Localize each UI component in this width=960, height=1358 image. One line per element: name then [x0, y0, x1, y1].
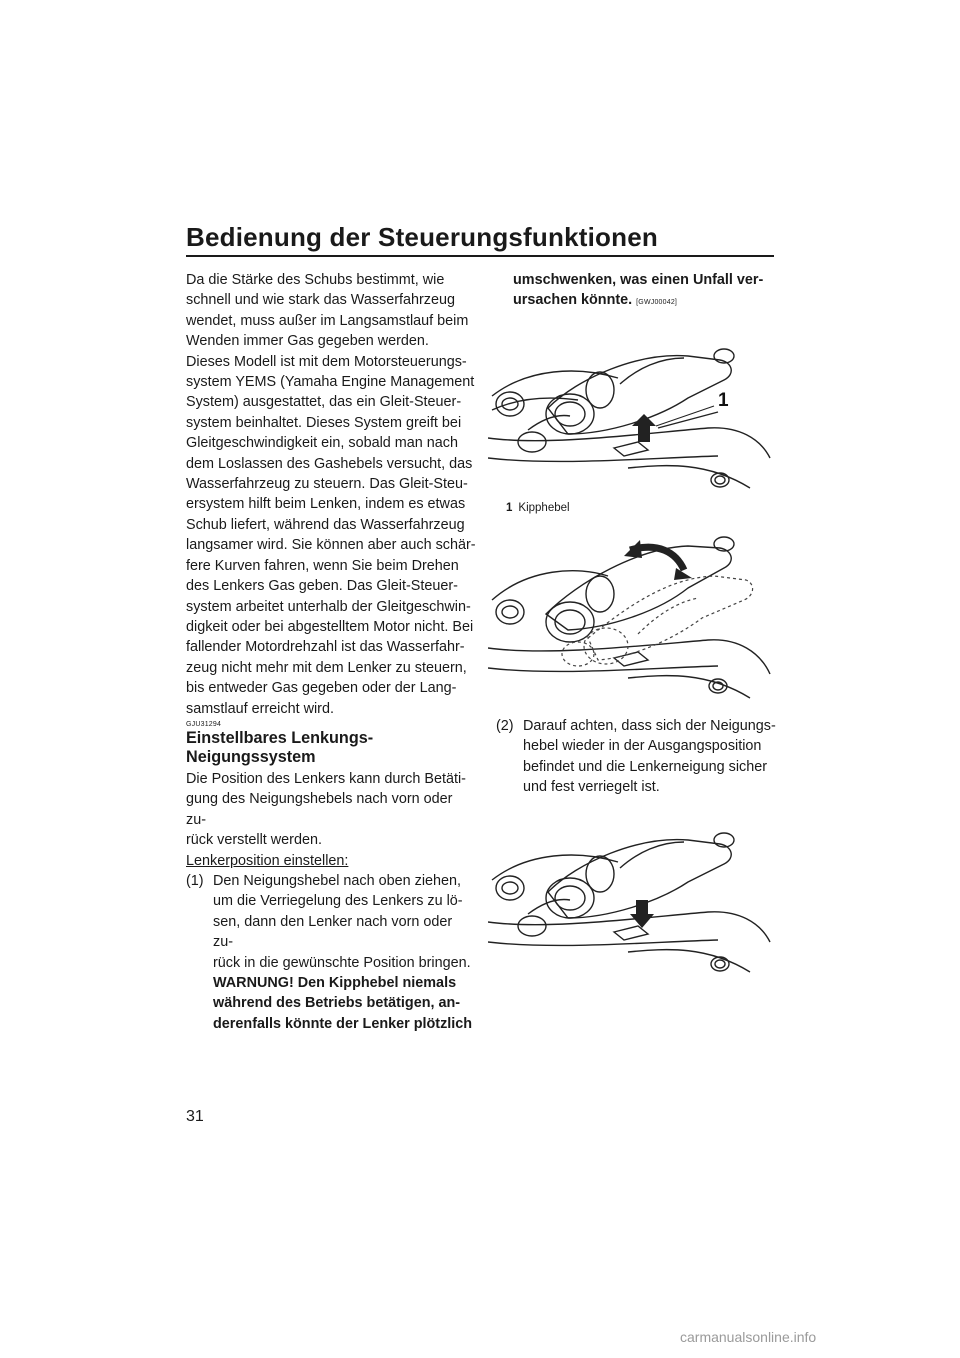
- caption-number: 1: [506, 502, 513, 514]
- page-number: 31: [186, 1108, 204, 1125]
- text-line: fere Kurven fahren, wenn Sie beim Drehen: [186, 557, 459, 574]
- warning-line: umschwenken, was einen Unfall ver-: [513, 272, 764, 288]
- warning-line: während des Betriebs betätigen, an-: [213, 995, 461, 1012]
- intro-paragraph: [186, 270, 476, 719]
- text-line: schnell und wie stark das Wasserfahrzeug: [186, 292, 456, 309]
- text-line: system YEMS (Yamaha Engine Management: [186, 374, 475, 391]
- step-text-line: hebel wieder in der Ausgangsposition: [523, 738, 762, 755]
- figure-callout-number: 1: [718, 390, 729, 411]
- warning-code: [GWJ00042]: [636, 299, 678, 307]
- text-line: Die Position des Lenkers kann durch Betäti-: [186, 770, 466, 787]
- step-text-line: und fest verriegelt ist.: [523, 779, 660, 796]
- text-line: ersystem hilft beim Lenken, indem es etwas: [186, 496, 466, 513]
- page-title: Bedienung der Steuerungsfunktionen: [186, 222, 658, 252]
- warning-line: WARNUNG! Den Kipphebel niemals: [213, 975, 457, 991]
- step-text-line: Darauf achten, dass sich der Neigungs-: [523, 718, 776, 734]
- step-text-line: befindet und die Lenkerneigung sicher: [523, 758, 768, 775]
- section-code: GJU31294: [186, 720, 222, 728]
- text-line: bis entweder Gas gegeben oder der Lang-: [186, 680, 457, 697]
- caption-text: Kipphebel: [518, 502, 570, 514]
- figure-caption: [506, 502, 570, 514]
- title-divider: [186, 255, 774, 257]
- text-line: system beinhaltet. Dieses System greift bei: [186, 414, 462, 431]
- step-number: (1): [186, 872, 204, 889]
- text-line: gung des Neigungshebels nach vorn oder zu-: [186, 791, 453, 828]
- text-line: rück verstellt werden.: [186, 832, 322, 849]
- step-1: [186, 871, 476, 1034]
- watermark: carmanualsonline.info: [680, 1329, 817, 1345]
- warning-text: ursachen könnte.: [513, 292, 633, 309]
- left-column: [186, 270, 476, 1034]
- text-line: des Lenkers Gas geben. Das Gleit-Steuer-: [186, 578, 458, 595]
- text-line: Wenden immer Gas gegeben werden.: [186, 333, 429, 350]
- warning-line: [513, 290, 778, 313]
- text-line: system arbeitet unterhalb der Gleitgeschwin-: [186, 598, 471, 615]
- text-line: fallender Motordrehzahl ist das Wasserfahr-: [186, 639, 465, 656]
- step-text-line: sen, dann den Lenker nach vorn oder zu-: [213, 913, 453, 951]
- text-line: zeug nicht mehr mit dem Lenker zu steuern,: [186, 659, 467, 676]
- figure-tilt-lever-up: [488, 338, 772, 500]
- step-number: (2): [496, 718, 514, 734]
- section-heading-line: Neigungssystem: [186, 747, 316, 766]
- text-line: Da die Stärke des Schubs bestimmt, wie: [186, 272, 445, 288]
- section-heading: [186, 729, 476, 767]
- figure-handlebar-adjust: [488, 518, 772, 702]
- warning-line: derenfalls könnte der Lenker plötzlich: [213, 1015, 473, 1032]
- figure-tilt-lever-down: [488, 822, 772, 984]
- text-line: samstlauf erreicht wird.: [186, 700, 334, 717]
- step-2: [496, 716, 786, 798]
- step-text-line: Den Neigungshebel nach oben ziehen,: [213, 872, 462, 889]
- text-line: wendet, muss außer im Langsamstlauf beim: [186, 312, 469, 329]
- text-line: Dieses Modell ist mit dem Motorsteuerungs-: [186, 353, 467, 370]
- step-text-line: um die Verriegelung des Lenkers zu lö-: [213, 893, 463, 910]
- section-intro: [186, 769, 476, 851]
- text-line: dem Loslassen des Gashebels versucht, das: [186, 455, 473, 472]
- text-line: Gleitgeschwindigkeit ein, sobald man nach: [186, 435, 458, 452]
- text-line: Schub liefert, während das Wasserfahrzeug: [186, 516, 465, 533]
- section-heading-line: Einstellbares Lenkungs-: [186, 728, 374, 747]
- procedure-title: Lenkerposition einstellen:: [186, 852, 349, 869]
- text-line: digkeit oder bei abgestelltem Motor nicht. Bei: [186, 618, 474, 635]
- text-line: Wasserfahrzeug zu steuern. Das Gleit-Steu-: [186, 476, 468, 493]
- text-line: langsamer wird. Sie können aber auch schär-: [186, 537, 476, 554]
- right-column: [496, 270, 778, 314]
- step-text-line: rück in die gewünschte Position bringen.: [213, 954, 471, 971]
- text-line: System) ausgestattet, das ein Gleit-Steuer-: [186, 394, 462, 411]
